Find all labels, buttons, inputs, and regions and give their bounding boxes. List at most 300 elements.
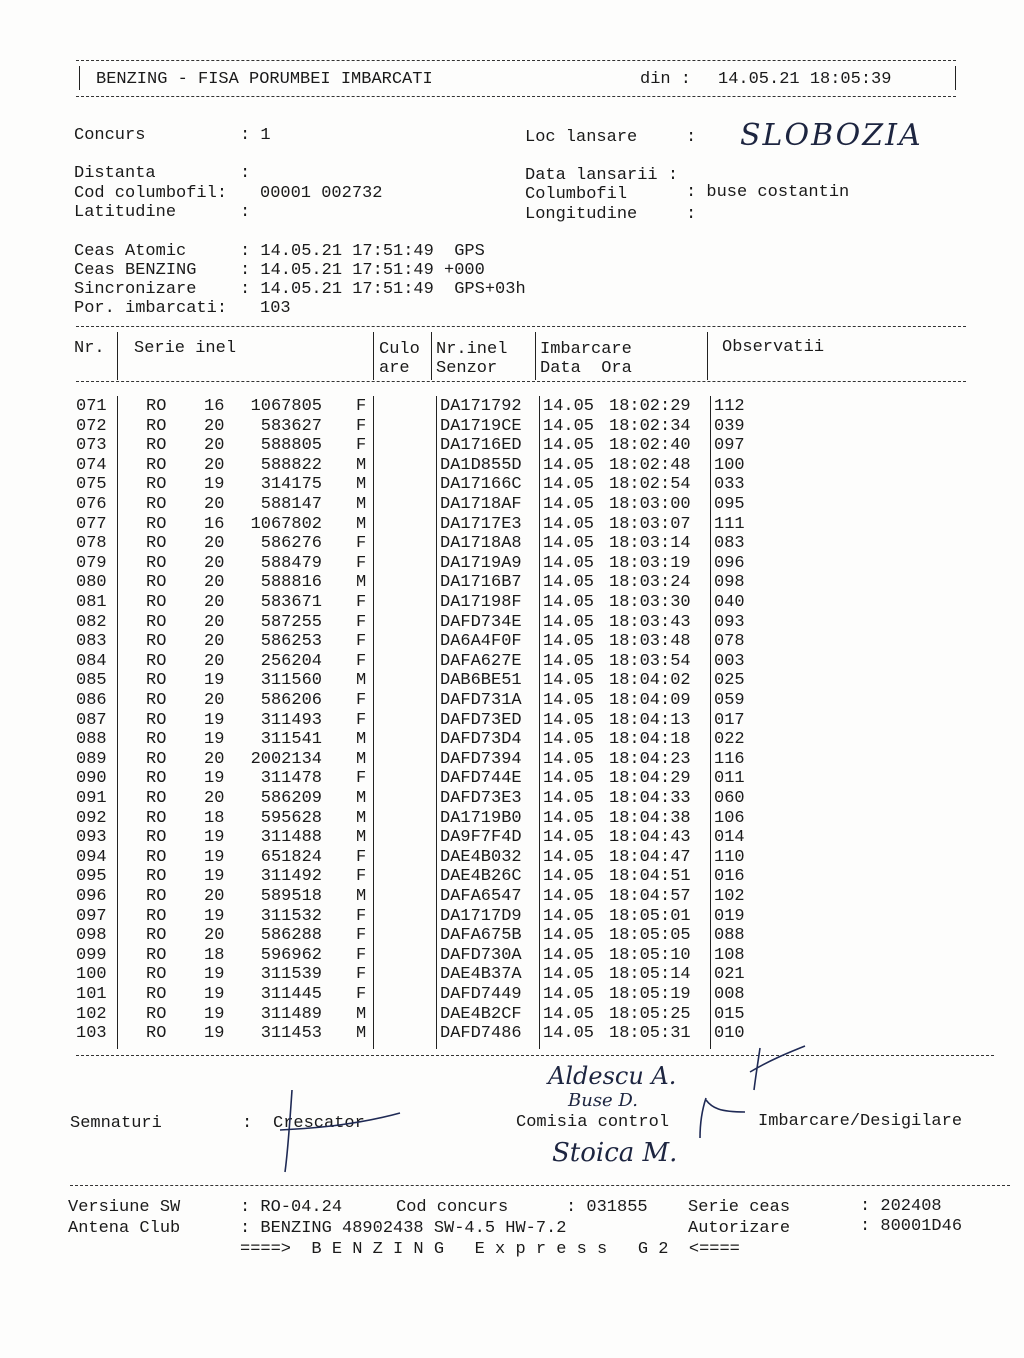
row-nr: 080 — [76, 573, 107, 593]
row-sensor: DAFD731A — [440, 691, 522, 710]
row-observation: 059 — [714, 691, 745, 710]
row-country: RO — [146, 475, 167, 495]
row-sex: M — [356, 1004, 367, 1024]
row-year: 19 — [204, 1024, 225, 1044]
row-nr: 074 — [76, 455, 107, 475]
row-sensor: DA9F7F4D — [440, 828, 522, 848]
row-date: 14.05 — [543, 436, 595, 456]
row-date: 14.05 — [543, 847, 595, 867]
row-date: 14.05 — [543, 455, 595, 475]
versiune-sw-value: : RO-04.24 — [240, 1198, 343, 1217]
row-sensor: DA6A4F0F — [440, 632, 522, 652]
row-time: 18:04:09 — [609, 691, 691, 710]
row-sensor: DA1717E3 — [440, 514, 522, 534]
row-country: RO — [146, 632, 167, 652]
row-date: 14.05 — [543, 1024, 595, 1044]
row-observation: 033 — [714, 475, 745, 495]
sincronizare-label: Sincronizare — [74, 280, 197, 299]
row-sex: M — [356, 671, 367, 691]
row-sex: F — [356, 945, 367, 965]
row-ring-number: 586253 — [260, 632, 322, 652]
row-time: 18:03:19 — [609, 553, 691, 573]
row-country: RO — [146, 847, 167, 867]
cod-columbofil-label: Cod columbofil: — [74, 184, 228, 203]
row-nr: 076 — [76, 495, 107, 514]
row-sex: F — [356, 397, 367, 416]
row-country: RO — [146, 691, 167, 710]
row-sex: M — [356, 455, 367, 475]
row-observation: 100 — [714, 455, 745, 475]
row-time: 18:05:01 — [609, 906, 691, 926]
row-year: 20 — [204, 749, 225, 769]
col-header-imbarcare-1: Imbarcare — [540, 340, 632, 359]
row-year: 20 — [204, 455, 225, 475]
row-time: 18:05:25 — [609, 1004, 691, 1024]
row-country: RO — [146, 534, 167, 554]
ceas-benzing-label: Ceas BENZING — [74, 261, 197, 280]
row-observation: 116 — [714, 749, 745, 769]
row-nr: 087 — [76, 710, 107, 730]
row-sex: F — [356, 769, 367, 789]
row-sensor: DAFD730A — [440, 945, 522, 965]
row-year: 19 — [204, 769, 225, 789]
row-year: 20 — [204, 495, 225, 514]
semnaturi-sep: : — [242, 1114, 253, 1133]
row-country: RO — [146, 945, 167, 965]
row-nr: 084 — [76, 651, 107, 671]
col-header-nr: Nr. — [74, 339, 105, 358]
row-country: RO — [146, 965, 167, 985]
brand-line: ====> B E N Z I N G E x p r e s s G 2 <==== — [240, 1240, 740, 1259]
row-country: RO — [146, 749, 167, 769]
row-country: RO — [146, 906, 167, 926]
row-country: RO — [146, 867, 167, 887]
row-year: 19 — [204, 730, 225, 750]
row-ring-number: 586276 — [260, 534, 322, 554]
row-date: 14.05 — [543, 789, 595, 808]
row-date: 14.05 — [543, 965, 595, 985]
row-date: 14.05 — [543, 534, 595, 554]
row-nr: 077 — [76, 514, 107, 534]
row-observation: 039 — [714, 416, 745, 436]
row-year: 19 — [204, 710, 225, 730]
row-observation: 019 — [714, 906, 745, 926]
row-nr: 093 — [76, 828, 107, 848]
row-sensor: DAE4B032 — [440, 847, 522, 867]
distanta-value: : — [240, 164, 251, 183]
row-date: 14.05 — [543, 416, 595, 436]
latitudine-value: : — [240, 203, 251, 222]
row-time: 18:04:33 — [609, 789, 691, 808]
row-time: 18:04:38 — [609, 808, 691, 828]
row-year: 20 — [204, 573, 225, 593]
row-date: 14.05 — [543, 691, 595, 710]
row-observation: 003 — [714, 651, 745, 671]
row-date: 14.05 — [543, 749, 595, 769]
row-sex: F — [356, 612, 367, 632]
row-nr: 071 — [76, 397, 107, 416]
row-ring-number: 311560 — [260, 671, 322, 691]
row-sensor: DAFD73ED — [440, 710, 522, 730]
row-country: RO — [146, 651, 167, 671]
row-nr: 095 — [76, 867, 107, 887]
row-nr: 082 — [76, 612, 107, 632]
autorizare-value: : 80001D46 — [860, 1217, 963, 1236]
col-header-culoare-1: Culo — [379, 340, 420, 359]
row-sensor: DAE4B2CF — [440, 1004, 522, 1024]
row-time: 18:02:34 — [609, 416, 691, 436]
row-sensor: DAFD7486 — [440, 1024, 522, 1044]
row-country: RO — [146, 926, 167, 946]
ceas-benzing-value: : 14.05.21 17:51:49 +000 — [240, 261, 485, 280]
row-date: 14.05 — [543, 495, 595, 514]
row-sensor: DAFD7394 — [440, 749, 522, 769]
document-datetime: 14.05.21 18:05:39 — [718, 70, 892, 89]
row-date: 14.05 — [543, 828, 595, 848]
row-observation: 021 — [714, 965, 745, 985]
row-sex: M — [356, 573, 367, 593]
control-signature-stroke — [700, 1098, 745, 1138]
row-year: 19 — [204, 671, 225, 691]
row-ring-number: 311445 — [260, 985, 322, 1004]
row-date: 14.05 — [543, 632, 595, 652]
row-sex: M — [356, 1024, 367, 1044]
document-title: BENZING - FISA PORUMBEI IMBARCATI — [96, 70, 433, 89]
row-ring-number: 586209 — [260, 789, 322, 808]
columbofil-label: Columbofil — [525, 185, 628, 204]
row-observation: 096 — [714, 553, 745, 573]
row-nr: 098 — [76, 926, 107, 946]
row-observation: 014 — [714, 828, 745, 848]
row-sex: M — [356, 828, 367, 848]
row-ring-number: 583671 — [260, 593, 322, 612]
footer-border-top — [70, 1185, 1010, 1186]
row-nr: 088 — [76, 730, 107, 750]
row-observation: 108 — [714, 945, 745, 965]
row-sensor: DA1719CE — [440, 416, 522, 436]
row-sex: F — [356, 632, 367, 652]
row-nr: 083 — [76, 632, 107, 652]
row-sex: F — [356, 651, 367, 671]
row-ring-number: 1067802 — [250, 514, 322, 534]
row-date: 14.05 — [543, 769, 595, 789]
row-date: 14.05 — [543, 612, 595, 632]
row-time: 18:03:48 — [609, 632, 691, 652]
row-ring-number: 311488 — [260, 828, 322, 848]
row-year: 19 — [204, 906, 225, 926]
row-nr: 081 — [76, 593, 107, 612]
serie-ceas-label: Serie ceas — [688, 1198, 791, 1217]
row-time: 18:05:10 — [609, 945, 691, 965]
row-observation: 098 — [714, 573, 745, 593]
row-sensor: DAE4B26C — [440, 867, 522, 887]
row-ring-number: 311493 — [260, 710, 322, 730]
longitudine-value: : — [686, 205, 697, 224]
row-ring-number: 583627 — [260, 416, 322, 436]
row-sensor: DAFA675B — [440, 926, 522, 946]
row-observation: 010 — [714, 1024, 745, 1044]
row-ring-number: 651824 — [260, 847, 322, 867]
row-sex: M — [356, 887, 367, 906]
row-sex: M — [356, 495, 367, 514]
row-ring-number: 256204 — [260, 651, 322, 671]
row-ring-number: 311478 — [260, 769, 322, 789]
row-year: 20 — [204, 436, 225, 456]
row-ring-number: 311492 — [260, 867, 322, 887]
row-ring-number: 588822 — [260, 455, 322, 475]
ceas-atomic-value: : 14.05.21 17:51:49 GPS — [240, 242, 485, 261]
row-sensor: DA171792 — [440, 397, 522, 416]
row-country: RO — [146, 1024, 167, 1044]
row-sex: F — [356, 985, 367, 1004]
row-observation: 110 — [714, 847, 745, 867]
row-nr: 075 — [76, 475, 107, 495]
row-country: RO — [146, 730, 167, 750]
row-nr: 086 — [76, 691, 107, 710]
row-time: 18:03:43 — [609, 612, 691, 632]
row-ring-number: 588479 — [260, 553, 322, 573]
row-country: RO — [146, 573, 167, 593]
row-time: 18:04:23 — [609, 749, 691, 769]
row-sensor: DAFA6547 — [440, 887, 522, 906]
row-nr: 097 — [76, 906, 107, 926]
row-year: 19 — [204, 828, 225, 848]
row-country: RO — [146, 828, 167, 848]
row-nr: 085 — [76, 671, 107, 691]
row-time: 18:03:14 — [609, 534, 691, 554]
row-sensor: DAE4B37A — [440, 965, 522, 985]
row-country: RO — [146, 710, 167, 730]
row-country: RO — [146, 514, 167, 534]
serie-ceas-value: : 202408 — [860, 1197, 942, 1216]
row-time: 18:03:54 — [609, 651, 691, 671]
col-header-nr-inel-2: Senzor — [436, 359, 498, 378]
row-sensor: DAB6BE51 — [440, 671, 522, 691]
row-time: 18:05:19 — [609, 985, 691, 1004]
row-sex: F — [356, 710, 367, 730]
comisia-control-label: Comisia control — [516, 1113, 670, 1132]
row-nr: 079 — [76, 553, 107, 573]
row-sex: F — [356, 965, 367, 985]
loc-lansare-sep: : — [686, 128, 697, 147]
row-sex: F — [356, 416, 367, 436]
corner-signature-stroke — [750, 1046, 805, 1090]
row-ring-number: 586288 — [260, 926, 322, 946]
row-nr: 103 — [76, 1024, 107, 1044]
row-nr: 072 — [76, 416, 107, 436]
row-date: 14.05 — [543, 671, 595, 691]
row-time: 18:02:48 — [609, 455, 691, 475]
row-ring-number: 588805 — [260, 436, 322, 456]
row-year: 20 — [204, 593, 225, 612]
row-sensor: DAFD73E3 — [440, 789, 522, 808]
longitudine-label: Longitudine — [525, 205, 638, 224]
row-year: 19 — [204, 847, 225, 867]
row-date: 14.05 — [543, 985, 595, 1004]
row-year: 19 — [204, 1004, 225, 1024]
row-country: RO — [146, 455, 167, 475]
row-time: 18:05:31 — [609, 1024, 691, 1044]
col-header-nr-inel-1: Nr.inel — [436, 340, 508, 359]
distanta-label: Distanta — [74, 164, 156, 183]
row-time: 18:04:18 — [609, 730, 691, 750]
row-time: 18:04:43 — [609, 828, 691, 848]
row-nr: 092 — [76, 808, 107, 828]
row-sex: M — [356, 789, 367, 808]
row-date: 14.05 — [543, 1004, 595, 1024]
row-sex: M — [356, 749, 367, 769]
row-time: 18:04:02 — [609, 671, 691, 691]
row-time: 18:04:51 — [609, 867, 691, 887]
row-sensor: DA1716ED — [440, 436, 522, 456]
row-time: 18:04:29 — [609, 769, 691, 789]
data-lansarii-label: Data lansarii : — [525, 166, 679, 185]
row-country: RO — [146, 612, 167, 632]
loc-lansare-handwritten: SLOBOZIA — [740, 118, 923, 153]
row-date: 14.05 — [543, 867, 595, 887]
row-sex: M — [356, 514, 367, 534]
row-date: 14.05 — [543, 573, 595, 593]
row-time: 18:02:29 — [609, 397, 691, 416]
row-country: RO — [146, 887, 167, 906]
row-observation: 083 — [714, 534, 745, 554]
por-imbarcati-value: 103 — [260, 299, 291, 318]
row-country: RO — [146, 416, 167, 436]
row-nr: 102 — [76, 1004, 107, 1024]
row-date: 14.05 — [543, 808, 595, 828]
row-sensor: DA1717D9 — [440, 906, 522, 926]
row-year: 19 — [204, 867, 225, 887]
row-ring-number: 596962 — [260, 945, 322, 965]
row-ring-number: 311532 — [260, 906, 322, 926]
row-time: 18:04:13 — [609, 710, 691, 730]
row-observation: 011 — [714, 769, 745, 789]
row-observation: 016 — [714, 867, 745, 887]
row-country: RO — [146, 769, 167, 789]
row-date: 14.05 — [543, 906, 595, 926]
row-country: RO — [146, 1004, 167, 1024]
row-ring-number: 314175 — [260, 475, 322, 495]
semnaturi-label: Semnaturi — [70, 1114, 162, 1133]
row-nr: 094 — [76, 847, 107, 867]
row-sex: F — [356, 691, 367, 710]
row-ring-number: 1067805 — [250, 397, 322, 416]
row-year: 18 — [204, 808, 225, 828]
columbofil-value: : buse costantin — [686, 183, 850, 202]
row-year: 19 — [204, 965, 225, 985]
row-date: 14.05 — [543, 651, 595, 671]
crescator-signature-stroke — [280, 1090, 400, 1172]
col-header-culoare-2: are — [379, 359, 410, 378]
row-observation: 025 — [714, 671, 745, 691]
row-observation: 022 — [714, 730, 745, 750]
row-sex: M — [356, 475, 367, 495]
row-date: 14.05 — [543, 475, 595, 495]
autorizare-label: Autorizare — [688, 1219, 791, 1238]
imbarcare-desigilare-label: Imbarcare/Desigilare — [758, 1112, 963, 1131]
din-label: din : — [640, 70, 692, 89]
row-date: 14.05 — [543, 945, 595, 965]
cod-columbofil-value: 00001 002732 — [260, 184, 383, 203]
row-observation: 112 — [714, 397, 745, 416]
row-date: 14.05 — [543, 593, 595, 612]
row-time: 18:03:07 — [609, 514, 691, 534]
row-year: 20 — [204, 612, 225, 632]
row-ring-number: 311489 — [260, 1004, 322, 1024]
row-sex: F — [356, 553, 367, 573]
row-sex: F — [356, 436, 367, 456]
row-date: 14.05 — [543, 926, 595, 946]
row-observation: 097 — [714, 436, 745, 456]
row-observation: 040 — [714, 593, 745, 612]
row-ring-number: 586206 — [260, 691, 322, 710]
cod-concurs-value: : 031855 — [566, 1198, 648, 1217]
row-observation: 008 — [714, 985, 745, 1004]
row-nr: 100 — [76, 965, 107, 985]
row-country: RO — [146, 397, 167, 416]
row-time: 18:05:14 — [609, 965, 691, 985]
row-nr: 073 — [76, 436, 107, 456]
latitudine-label: Latitudine — [74, 203, 177, 222]
row-date: 14.05 — [543, 397, 595, 416]
row-date: 14.05 — [543, 887, 595, 906]
row-year: 20 — [204, 632, 225, 652]
row-date: 14.05 — [543, 710, 595, 730]
row-time: 18:03:24 — [609, 573, 691, 593]
row-time: 18:02:54 — [609, 475, 691, 495]
row-nr: 096 — [76, 887, 107, 906]
row-year: 19 — [204, 985, 225, 1004]
row-date: 14.05 — [543, 553, 595, 573]
row-ring-number: 311539 — [260, 965, 322, 985]
row-sex: F — [356, 867, 367, 887]
col-header-imbarcare-2: Data Ora — [540, 359, 632, 378]
row-sex: F — [356, 534, 367, 554]
handwritten-signature-1: Aldescu A. — [548, 1062, 677, 1090]
antena-club-value: : BENZING 48902438 SW-4.5 HW-7.2 — [240, 1219, 567, 1238]
row-ring-number: 588147 — [260, 495, 322, 514]
row-sex: M — [356, 730, 367, 750]
row-country: RO — [146, 808, 167, 828]
row-observation: 088 — [714, 926, 745, 946]
row-country: RO — [146, 593, 167, 612]
row-year: 20 — [204, 926, 225, 946]
row-year: 20 — [204, 651, 225, 671]
row-nr: 089 — [76, 749, 107, 769]
row-observation: 078 — [714, 632, 745, 652]
cod-concurs-label: Cod concurs — [396, 1198, 509, 1217]
row-date: 14.05 — [543, 730, 595, 750]
row-observation: 017 — [714, 710, 745, 730]
row-sensor: DAFD734E — [440, 612, 522, 632]
row-sensor: DA1716B7 — [440, 573, 522, 593]
row-sensor: DA1D855D — [440, 455, 522, 475]
row-date: 14.05 — [543, 514, 595, 534]
row-sensor: DA17198F — [440, 593, 522, 612]
row-nr: 091 — [76, 789, 107, 808]
row-time: 18:05:05 — [609, 926, 691, 946]
ceas-atomic-label: Ceas Atomic — [74, 242, 187, 261]
row-ring-number: 589518 — [260, 887, 322, 906]
handwritten-signature-3: Stoica M. — [552, 1138, 678, 1168]
row-year: 19 — [204, 475, 225, 495]
row-sensor: DA1719A9 — [440, 553, 522, 573]
row-observation: 015 — [714, 1004, 745, 1024]
row-sex: F — [356, 926, 367, 946]
row-sensor: DAFD73D4 — [440, 730, 522, 750]
row-ring-number: 588816 — [260, 573, 322, 593]
loc-lansare-label: Loc lansare — [525, 128, 638, 147]
